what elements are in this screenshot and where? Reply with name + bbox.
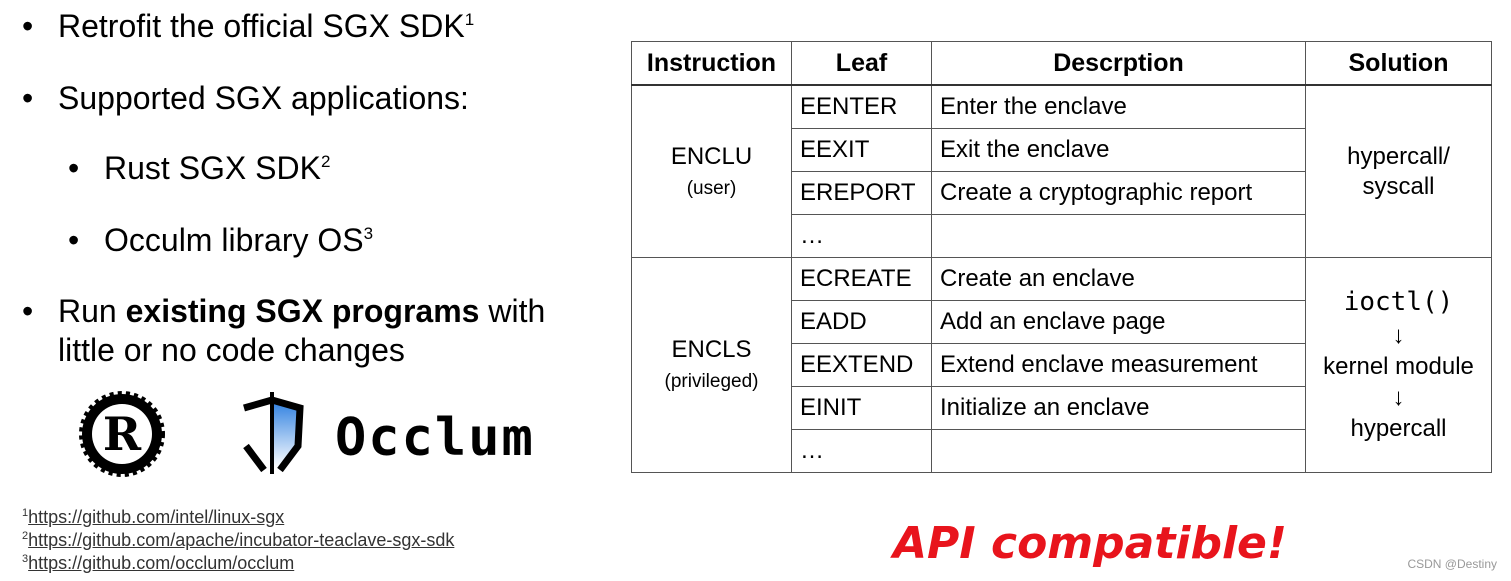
header-description: Descrption [932,42,1306,86]
watermark: CSDN @Destiny [1407,557,1497,571]
table-row [632,258,1492,301]
svg-text:R: R [102,407,142,461]
description-cell: Exit the enclave [932,129,1306,172]
occlum-wordmark: Occlum [335,408,535,468]
bullet-supported: • Supported SGX applications: [22,80,469,116]
arrow-down-icon: ↓ [1392,383,1405,411]
description-cell: Create an enclave [932,258,1306,301]
header-solution: Solution [1306,42,1492,86]
rust-logo [78,390,166,478]
description-cell: Enter the enclave [932,85,1306,129]
solution-encls: ioctl() ↓ kernel module ↓ hypercall [1306,258,1492,473]
table-header-row [632,42,1492,86]
arrow-down-icon: ↓ [1392,321,1405,349]
reference-1[interactable]: $^1$https://github.com/intel/linux-sgx [22,507,285,527]
leaf-cell: EEXTEND [792,344,932,387]
bullet-retrofit: • Retrofit the official SGX SDK$^1$ [22,8,475,44]
instruction-encls: ENCLS (privileged) [632,258,792,473]
reference-3[interactable]: $^3$https://github.com/occlum/occlum [22,553,295,573]
description-cell: Initialize an enclave [932,387,1306,430]
leaf-cell: EREPORT [792,172,932,215]
description-cell [932,215,1306,258]
sub-bullet-rust: • Rust SGX SDK$^2$ [68,150,331,186]
sgx-instruction-table [631,41,1492,473]
leaf-cell: ECREATE [792,258,932,301]
leaf-cell: EENTER [792,85,932,129]
leaf-cell: … [792,215,932,258]
instruction-enclu: ENCLU (user) [632,85,792,258]
reference-2[interactable]: $^2$https://github.com/apache/incubator-teaclave-sgx-sdk [22,530,455,550]
leaf-cell: EINIT [792,387,932,430]
description-cell: Add an enclave page [932,301,1306,344]
table-row [632,85,1492,129]
solution-enclu: hypercall/ syscall [1306,85,1492,258]
api-compatible-callout: API compatible! [893,518,1287,569]
occlum-shield-logo [236,390,308,475]
header-leaf: Leaf [792,42,932,86]
header-instruction: Instruction [632,42,792,86]
sub-bullet-occlum: • Occulm library $OS^3$ [68,222,374,258]
leaf-cell: EADD [792,301,932,344]
leaf-cell: EEXIT [792,129,932,172]
description-cell [932,430,1306,473]
description-cell: Create a cryptographic report [932,172,1306,215]
description-cell: Extend enclave measurement [932,344,1306,387]
bullet-run-existing: • Run existing SGX programs with little or no code changes [22,293,546,368]
leaf-cell: … [792,430,932,473]
